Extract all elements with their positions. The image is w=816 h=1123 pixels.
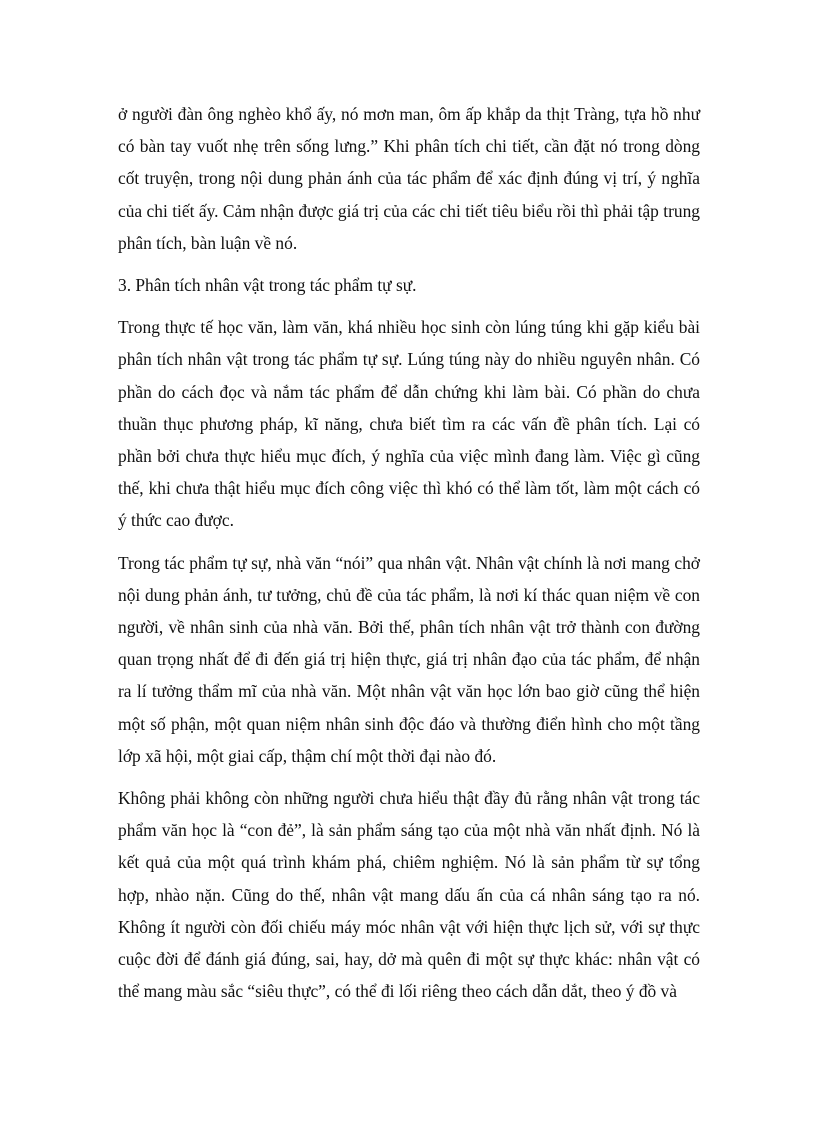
document-body	[118, 98, 700, 1017]
paragraph: Không phải không còn những người chưa hiểu thật đầy đủ rằng nhân vật trong tác phẩm văn học là “con đẻ”, là sản phẩm sáng tạo của một nhà văn nhất định. Nó là kết quả của một quá trình khám phá, chiêm nghiệm. Nó là sản phẩm từ sự tổng hợp, nhào nặn. Cũng do thế, nhân vật mang dấu ấn của cá nhân sáng tạo ra nó. Không ít người còn đối chiếu máy móc nhân vật với hiện thực lịch sử, với sự thực cuộc đời để đánh giá đúng, sai, hay, dở mà quên đi một sự thực khác: nhân vật có thể mang màu sắc “siêu thực”, có thể đi lối riêng theo cách dẫn dắt, theo ý đồ và	[118, 788, 700, 1002]
paragraph: Trong thực tế học văn, làm văn, khá nhiều học sinh còn lúng túng khi gặp kiểu bài phân tích nhân vật trong tác phẩm tự sự. Lúng túng này do nhiều nguyên nhân. Có phần do cách đọc và nắm tác phẩm để dẫn chứng khi làm bài. Có phần do chưa thuần thục phương pháp, kĩ năng, chưa biết tìm ra các vấn đề phân tích. Lại có phần bởi chưa thực hiểu mục đích, ý nghĩa của việc mình đang làm. Việc gì cũng thế, khi chưa thật hiểu mục đích công việc thì khó có thể làm tốt, làm một cách có ý thức cao được.	[118, 317, 700, 531]
paragraph: Trong tác phẩm tự sự, nhà văn “nói” qua nhân vật. Nhân vật chính là nơi mang chở nội dung phản ánh, tư tưởng, chủ đề của tác phẩm, là nơi kí thác quan niệm về con người, về nhân sinh của nhà văn. Bởi thế, phân tích nhân vật trở thành con đường quan trọng nhất để đi đến giá trị hiện thực, giá trị nhân đạo của tác phẩm, để nhận ra lí tưởng thẩm mĩ của nhà văn. Một nhân vật văn học lớn bao giờ cũng thể hiện một số phận, một quan niệm nhân sinh độc đáo và thường điển hình cho một tầng lớp xã hội, một giai cấp, thậm chí một thời đại nào đó.	[118, 552, 700, 766]
section-heading: 3. Phân tích nhân vật trong tác phẩm tự sự.	[118, 275, 417, 296]
paragraph-continuation: ở người đàn ông nghèo khổ ấy, nó mơn man, ôm ấp khắp da thịt Tràng, tựa hồ như có bàn tay vuốt nhẹ trên sống lưng.” Khi phân tích chi tiết, cần đặt nó trong dòng cốt truyện, trong nội dung phản ánh của tác phẩm để xác định đúng vị trí, ý nghĩa của chi tiết ấy. Cảm nhận được giá trị của các chi tiết tiêu biểu rồi thì phải tập trung phân tích, bàn luận về nó.	[118, 104, 700, 253]
